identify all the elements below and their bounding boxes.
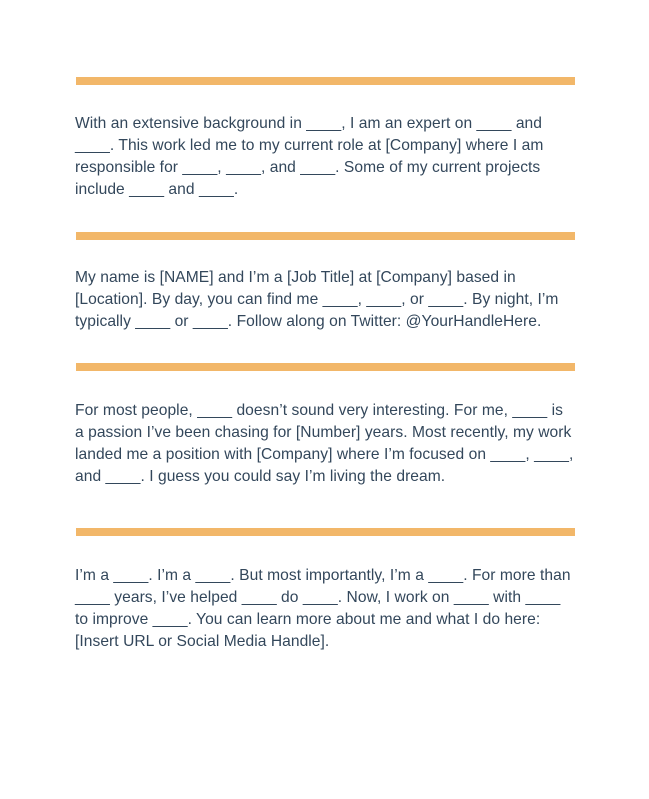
bio-template-text: For most people, ____ doesn’t sound very interesting. For me, ____ is a passion I’ve been chasing for [Number] years. Most recently, my work landed me a position with [Company] where I’m focused on ____, ____, and ____. I guess you could say I’m living the dream. bbox=[75, 402, 574, 485]
bio-template-text: My name is [NAME] and I’m a [Job Title] at [Company] based in [Location]. By day, you can find me ____, ____, or ____. By night, I’m typically ____ or ____. Follow along on Twitter: @YourHandleHere. bbox=[75, 269, 559, 330]
section-divider-bar bbox=[76, 363, 575, 371]
section-divider-bar bbox=[76, 232, 575, 240]
section-divider-bar bbox=[76, 77, 575, 85]
bio-template-text: I’m a ____. I’m a ____. But most importantly, I’m a ____. For more than ____ years, I’ve helped ____ do ____. Now, I work on ____ with ____ to improve ____. You can learn more about me and what I do here: [Insert URL or Social Media Handle]. bbox=[75, 567, 571, 650]
section-divider-bar bbox=[76, 528, 575, 536]
bio-template-text: With an extensive background in ____, I am an expert on ____ and ____. This work led me to my current role at [Company] where I am responsible for ____, ____, and ____. Some of my current projects include ____ and ____. bbox=[75, 115, 544, 198]
